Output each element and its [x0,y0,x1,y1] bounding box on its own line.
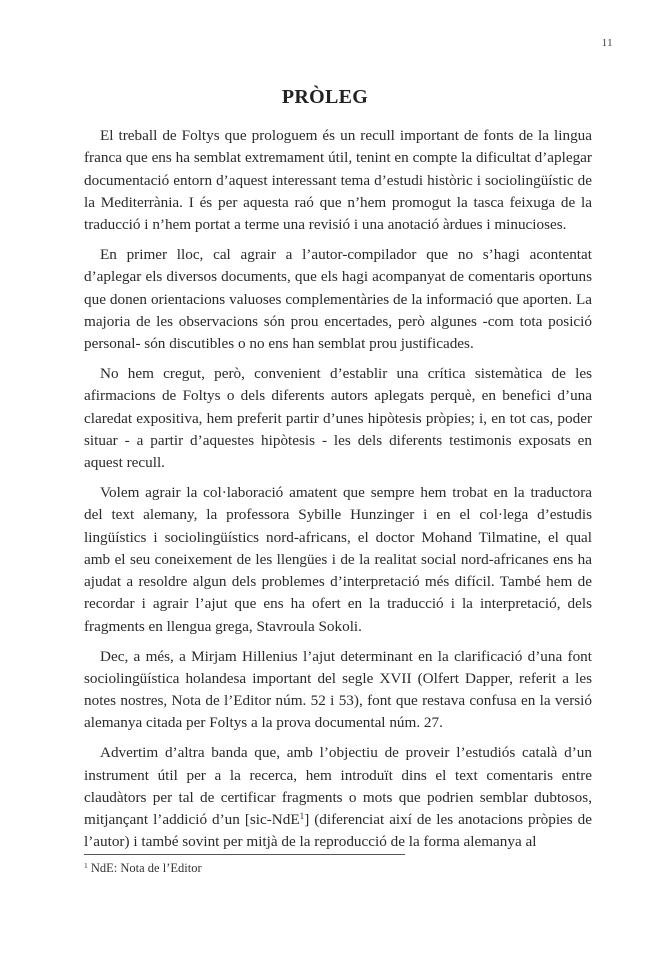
paragraph: En primer lloc, cal agrair a l’autor-compilador que no s’hagi acontentat d’aplegar els diversos documents, que els hagi acompanyat de comentaris oportuns que donen orientacions valuoses complementàries de la informació que aporten. La majoria de les observacions són prou encertades, però algunes -com tota posició personal- són discutibles o no ens han semblat prou justificades. [84,245,592,353]
footnote-reference: 1 [299,811,305,822]
paragraph: El treball de Foltys que prologuem és un recull important de fonts de la lingua franca que ens ha semblat extremament útil, tenint en compte la dificultat d’aplegar documentació entorn d’aquest interessant tema d’estudi històric i sociolingüístic de la Mediterrània. I és per aquesta raó que n’hem promogut la tasca feixuga de la traducció i n’hem portat a terme una revisió i una anotació àrdues i minucioses. [84,127,592,234]
footnote-text: NdE: Nota de l’Editor [90,861,202,875]
paragraph: Volem agrair la col·laboració amatent que sempre hem trobat en la traductora del text alemany, la professora Sybille Hunzinger i en el col·lega d’estudis lingüístics i sociolingüístics nord-africans, el doctor Mohand Tilmatine, el qual amb el seu coneixement de les llengües i de la realitat social nord-africanes ens ha ajudat a resoldre algun dels problemes d’interpretació més difícil. També hem de recordar i agrair l’ajut que ens ha ofert en la traducció i la interpretació, dels fragments en llengua grega, Stavroula Sokoli. [84,483,592,635]
paragraph-text: Advertim d’altra banda que, amb l’objectiu de proveir l’estudiós català d’un instrument útil per a la recerca, hem introduït dins el text comentaris entre claudàtors per tal de certificar fragments o mots que podrien semblar dubtosos, mitjançant l’addició d’un [sic-NdE [84,744,592,829]
paragraph-text: ] (diferenciat així de les anotacions pròpies de l’autor) i també sovint per mitjà de la reproducció de la forma alemanya al [84,811,593,851]
footnote-divider [84,854,405,855]
paragraph [84,742,592,853]
footnote [84,861,202,876]
body-text [84,125,592,861]
page-number: 11 [601,38,613,49]
paragraph: Dec, a més, a Mirjam Hillenius l’ajut determinant en la clarificació d’una font sociolingüística holandesa important del segle XVII (Olfert Dapper, referit a les notes nostres, Nota de l’Editor núm. 52 i 53), font que restava confusa en la versió alemanya citada per Foltys a la prova documental núm. 27. [84,647,592,732]
page-title: PRÒLEG [281,86,369,108]
paragraph: No hem cregut, però, convenient d’establir una crítica sistemàtica de les afirmacions de Foltys o dels diferents autors aplegats perquè, en benefici d’una claredat expositiva, hem preferit partir d’unes hipòtesis pròpies; i, en tot cas, poder situar - a partir d’aquestes hipòtesis - les dels diferents testimonis exposats en aquest recull. [84,364,592,472]
footnote-marker: 1 [84,860,88,870]
